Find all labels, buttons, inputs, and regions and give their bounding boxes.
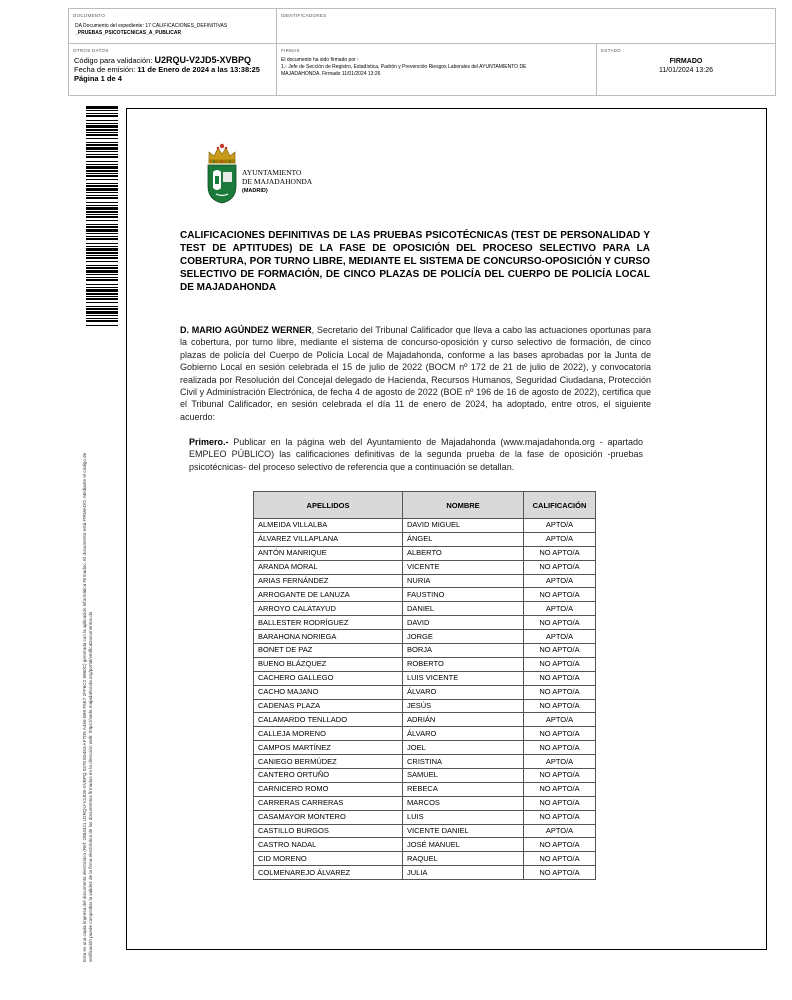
apellidos-cell: CARRERAS CARRERAS bbox=[254, 796, 403, 810]
agreement-label: Primero.- bbox=[189, 437, 229, 447]
barcode-bar bbox=[86, 125, 118, 128]
barcode-bar bbox=[86, 138, 118, 139]
calificacion-cell: APTO/A bbox=[524, 630, 596, 644]
apellidos-cell: BUENO BLÁZQUEZ bbox=[254, 657, 403, 671]
barcode-bar bbox=[86, 298, 118, 300]
apellidos-cell: ARROGANTE DE LANUZA bbox=[254, 588, 403, 602]
table-row bbox=[254, 769, 596, 783]
organization-name bbox=[242, 168, 312, 196]
header-calificacion: CALIFICACIÓN bbox=[524, 492, 596, 519]
barcode-bar bbox=[86, 156, 118, 158]
results-table bbox=[253, 491, 596, 880]
estado-cell bbox=[596, 44, 775, 95]
apellidos-cell: BONET DE PAZ bbox=[254, 644, 403, 658]
barcode-bar bbox=[86, 151, 118, 152]
barcode-bar bbox=[86, 279, 118, 281]
apellidos-cell: CASTRO NADAL bbox=[254, 838, 403, 852]
calificacion-cell: NO APTO/A bbox=[524, 588, 596, 602]
calificacion-cell: APTO/A bbox=[524, 713, 596, 727]
nombre-cell: FAUSTINO bbox=[403, 588, 524, 602]
barcode-bar bbox=[86, 129, 118, 131]
barcode-bar bbox=[86, 229, 118, 232]
barcode-bar bbox=[86, 236, 118, 237]
firmas-value bbox=[281, 57, 591, 78]
barcode-bar bbox=[86, 224, 118, 225]
barcode-bar bbox=[86, 293, 118, 295]
certification-paragraph bbox=[180, 324, 651, 423]
barcode-bar bbox=[86, 205, 118, 206]
barcode-bar bbox=[86, 274, 118, 275]
apellidos-cell: ALMEIDA VILLALBA bbox=[254, 519, 403, 533]
barcode-bar bbox=[86, 170, 118, 172]
document-title: CALIFICACIONES DEFINITIVAS DE LAS PRUEBAS PSICOTÉCNICAS (TEST DE PERSONALIDAD Y TEST DE APTITUDES) DE LA FASE DE OPOSICIÓN DEL PROCESO SELECTIVO PARA LA COBERTURA, POR TURNO LIBRE, MEDIANTE EL SISTEMA DE CONCURSO-OPOSICIÓN Y CURSO SELECTIVO DE FORMACIÓN, DE CINCO PLAZAS DE POLICÍA DEL CUERPO DE POLICÍA LOCAL DE MAJADAHONDA bbox=[180, 230, 650, 293]
barcode-bar bbox=[86, 267, 118, 269]
identificadores-cell bbox=[276, 9, 775, 43]
nombre-cell: LUIS bbox=[403, 810, 524, 824]
barcode-bar bbox=[86, 185, 118, 187]
barcode-bar bbox=[86, 255, 118, 256]
calificacion-cell: NO APTO/A bbox=[524, 560, 596, 574]
barcode-bar bbox=[86, 261, 118, 262]
org-name-line-2: DE MAJADAHONDA bbox=[242, 177, 313, 186]
agreement-text: Publicar en la página web del Ayuntamiento de Majadahonda (www.majadahonda.org - apartado EMPLEO PÚBLICO) las calificaciones definitivas de la segunda prueba de la fase de oposición -pruebas psicotécnicas- del proceso selectivo de referencia que a continuación se detallan. bbox=[189, 437, 643, 472]
apellidos-cell: CANTERO ORTUÑO bbox=[254, 769, 403, 783]
barcode-bar bbox=[86, 202, 118, 203]
apellidos-cell: CID MORENO bbox=[254, 852, 403, 866]
nombre-cell: JOSÉ MANUEL bbox=[403, 838, 524, 852]
status-date: 11/01/2024 13:26 bbox=[659, 67, 713, 74]
certification-text: , Secretario del Tribunal Calificador que lleva a cabo las actuaciones oportunas para la cobertura, por turno libre, mediante el sistema de concurso-oposición y curso selectivo de formación, de cinco plazas de policía del Cuerpo de Policía Local de Majadahonda, conforme a las bases aprobadas por la Junta de Gobierno Local en sesión celebrada el 15 de julio de 2022 (BOCM nº 172 de 21 de julio de 2022), y convocatoria realizada por Resolución del Concejal delegado de Hacienda, Recursos Humanos, Seguridad Ciudadana, Protección Civil y Administración Electrónica, de fecha 4 de agosto de 2022 (BOE nº 196 de 16 de agosto de 2022), certifica que el Tribunal Calificador, en sesión celebrada el día 11 de enero de 2024, ha adoptado, entre otros, el siguiente acuerdo: bbox=[180, 325, 651, 422]
barcode-bar bbox=[86, 207, 118, 210]
nombre-cell: JORGE bbox=[403, 630, 524, 644]
nombre-cell: ÁLVARO bbox=[403, 685, 524, 699]
table-row bbox=[254, 532, 596, 546]
table-row bbox=[254, 574, 596, 588]
fecha-prefix: Fecha de emisión: bbox=[74, 65, 136, 74]
firmas-label: FIRMAS bbox=[281, 48, 300, 53]
barcode-bar bbox=[86, 195, 118, 196]
otros-datos-cell bbox=[69, 44, 276, 95]
firmas-line-2: 1.- Jefe de Sección de Registro, Estadística, Padrón y Prevención Riesgos Laborales del AYUNTAMIENTO DE bbox=[281, 64, 527, 70]
barcode-bar bbox=[86, 164, 118, 165]
estado-value bbox=[597, 57, 775, 75]
barcode-bar bbox=[86, 289, 118, 292]
table-row bbox=[254, 824, 596, 838]
barcode-bar bbox=[86, 132, 118, 133]
calificacion-cell: NO APTO/A bbox=[524, 796, 596, 810]
documento-line-1: DA Documento del expediente: 17 CALIFICACIONES_DEFINITIVAS bbox=[75, 23, 228, 29]
status-badge: FIRMADO bbox=[669, 58, 703, 65]
barcode-bar bbox=[86, 115, 118, 117]
table-row bbox=[254, 602, 596, 616]
author-name: D. MARIO AGÚNDEZ WERNER bbox=[180, 325, 312, 335]
side-text-line-1: Esta es una copia impresa del documento electrónico (Ref: 2884421 U2RQU-V2JD5-XVBPQ 0378 E5453 AF7D5 A459 B99 F5E7 2FF6C2 8980C) generada con la aplicación informática Firmadoc. El documento está FIRMADO. Mediante el código de bbox=[82, 452, 87, 962]
calificacion-cell: NO APTO/A bbox=[524, 810, 596, 824]
nombre-cell: ROBERTO bbox=[403, 657, 524, 671]
table-row bbox=[254, 644, 596, 658]
apellidos-cell: BARAHONA NORIEGA bbox=[254, 630, 403, 644]
barcode-bar bbox=[86, 113, 118, 114]
calificacion-cell: APTO/A bbox=[524, 602, 596, 616]
barcode-bar bbox=[86, 142, 118, 143]
barcode-bar bbox=[86, 197, 118, 199]
nombre-cell: REBECA bbox=[403, 782, 524, 796]
apellidos-cell: CASAMAYOR MONTERO bbox=[254, 810, 403, 824]
emission-date: 11 de Enero de 2024 a las 13:38:25 bbox=[137, 65, 260, 74]
nombre-cell: ÁLVARO bbox=[403, 727, 524, 741]
org-name-line-1: AYUNTAMIENTO bbox=[242, 168, 302, 177]
apellidos-cell: ARANDA MORAL bbox=[254, 560, 403, 574]
apellidos-cell: CALLEJA MORENO bbox=[254, 727, 403, 741]
agreement-paragraph bbox=[189, 436, 643, 473]
barcode-bar bbox=[86, 188, 118, 191]
table-row bbox=[254, 796, 596, 810]
barcode-bar bbox=[86, 106, 118, 109]
barcode-bar bbox=[86, 238, 118, 240]
validation-code: U2RQU-V2JD5-XVBPQ bbox=[154, 55, 252, 65]
barcode-bar bbox=[86, 192, 118, 193]
barcode-bar bbox=[86, 110, 118, 111]
table-row bbox=[254, 588, 596, 602]
nombre-cell: JULIA bbox=[403, 866, 524, 880]
calificacion-cell: APTO/A bbox=[524, 574, 596, 588]
table-row bbox=[254, 671, 596, 685]
barcode-bar bbox=[86, 214, 118, 215]
barcode-bar bbox=[86, 144, 118, 146]
barcode-bar bbox=[86, 284, 118, 285]
otros-datos-value bbox=[74, 56, 274, 83]
barcode-bar bbox=[86, 123, 118, 124]
apellidos-cell: CASTILLO BURGOS bbox=[254, 824, 403, 838]
table-row bbox=[254, 755, 596, 769]
barcode-bar bbox=[86, 216, 118, 218]
page-number: Página 1 de 4 bbox=[74, 74, 122, 83]
calificacion-cell: NO APTO/A bbox=[524, 657, 596, 671]
apellidos-cell: CACHERO GALLEGO bbox=[254, 671, 403, 685]
calificacion-cell: APTO/A bbox=[524, 532, 596, 546]
table-row bbox=[254, 546, 596, 560]
table-header-row bbox=[254, 492, 596, 519]
barcode-image bbox=[86, 106, 118, 328]
barcode-bar bbox=[86, 246, 118, 247]
nombre-cell: RAQUEL bbox=[403, 852, 524, 866]
apellidos-cell: BALLESTER RODRÍGUEZ bbox=[254, 616, 403, 630]
nombre-cell: DAVID bbox=[403, 616, 524, 630]
calificacion-cell: APTO/A bbox=[524, 824, 596, 838]
otros-datos-label: OTROS DATOS bbox=[73, 48, 109, 53]
header-nombre: NOMBRE bbox=[403, 492, 524, 519]
table-row bbox=[254, 810, 596, 824]
calificacion-cell: NO APTO/A bbox=[524, 644, 596, 658]
apellidos-cell: ARROYO CALATAYUD bbox=[254, 602, 403, 616]
apellidos-cell: CARNICERO ROMO bbox=[254, 782, 403, 796]
org-city: (MADRID) bbox=[242, 188, 268, 194]
barcode-bar bbox=[86, 243, 118, 244]
estado-label: ESTADO bbox=[601, 48, 621, 53]
calificacion-cell: NO APTO/A bbox=[524, 769, 596, 783]
barcode-bar bbox=[86, 175, 118, 177]
calificacion-cell: NO APTO/A bbox=[524, 782, 596, 796]
barcode-bar bbox=[86, 166, 118, 169]
documento-line-2: _PRUEBAS_PSICOTECNICAS_A_PUBLICAR bbox=[75, 30, 182, 36]
nombre-cell: LUIS VICENTE bbox=[403, 671, 524, 685]
barcode-bar bbox=[86, 134, 118, 136]
nombre-cell: SAMUEL bbox=[403, 769, 524, 783]
firmas-line-3: MAJADAHONDA. Firmado 11/01/2024 13:26 bbox=[281, 71, 381, 77]
nombre-cell: DAVID MIGUEL bbox=[403, 519, 524, 533]
apellidos-cell: CACHO MAJANO bbox=[254, 685, 403, 699]
identificadores-label: IDENTIFICADORES bbox=[281, 13, 327, 18]
table-row bbox=[254, 741, 596, 755]
documento-value bbox=[75, 23, 271, 37]
results-table-body bbox=[254, 519, 596, 880]
verification-side-text bbox=[82, 302, 94, 962]
table-row bbox=[254, 727, 596, 741]
nombre-cell: CRISTINA bbox=[403, 755, 524, 769]
nombre-cell: ALBERTO bbox=[403, 546, 524, 560]
barcode-bar bbox=[86, 211, 118, 213]
apellidos-cell: CANIEGO BERMÚDEZ bbox=[254, 755, 403, 769]
table-row bbox=[254, 866, 596, 880]
barcode-bar bbox=[86, 270, 118, 273]
barcode-bar bbox=[86, 147, 118, 150]
apellidos-cell: ARIAS FERNÁNDEZ bbox=[254, 574, 403, 588]
apellidos-cell: CALAMARDO TENLLADO bbox=[254, 713, 403, 727]
calificacion-cell: APTO/A bbox=[524, 519, 596, 533]
nombre-cell: NURIA bbox=[403, 574, 524, 588]
table-row bbox=[254, 852, 596, 866]
nombre-cell: JESÚS bbox=[403, 699, 524, 713]
apellidos-cell: ANTÓN MANRIQUE bbox=[254, 546, 403, 560]
calificacion-cell: NO APTO/A bbox=[524, 685, 596, 699]
barcode-bar bbox=[86, 154, 118, 155]
table-row bbox=[254, 519, 596, 533]
table-row bbox=[254, 699, 596, 713]
table-row bbox=[254, 685, 596, 699]
calificacion-cell: NO APTO/A bbox=[524, 699, 596, 713]
apellidos-cell: CAMPOS MARTÍNEZ bbox=[254, 741, 403, 755]
calificacion-cell: NO APTO/A bbox=[524, 727, 596, 741]
apellidos-cell: CADENAS PLAZA bbox=[254, 699, 403, 713]
nombre-cell: MARCOS bbox=[403, 796, 524, 810]
calificacion-cell: NO APTO/A bbox=[524, 838, 596, 852]
barcode-bar bbox=[86, 252, 118, 254]
barcode-bar bbox=[86, 277, 118, 278]
header-row-bottom bbox=[68, 44, 776, 96]
nombre-cell: JOEL bbox=[403, 741, 524, 755]
nombre-cell: DANIEL bbox=[403, 602, 524, 616]
apellidos-cell: ÁLVAREZ VILLAPLANA bbox=[254, 532, 403, 546]
calificacion-cell: NO APTO/A bbox=[524, 852, 596, 866]
barcode-bar bbox=[86, 173, 118, 174]
nombre-cell: BORJA bbox=[403, 644, 524, 658]
barcode-bar bbox=[86, 287, 118, 288]
barcode-bar bbox=[86, 183, 118, 184]
apellidos-cell: COLMENAREJO ÁLVAREZ bbox=[254, 866, 403, 880]
table-row bbox=[254, 657, 596, 671]
barcode-bar bbox=[86, 220, 118, 221]
barcode-bar bbox=[86, 120, 118, 121]
barcode-bar bbox=[86, 179, 118, 180]
side-text-line-2: verificación puede comprobar la validez de la firma electrónica de los documentos firmados en la dirección web: https://sede.majadahonda.org/portal/verificaDocumentos.do bbox=[88, 611, 93, 962]
barcode-bar bbox=[86, 161, 118, 162]
barcode-bar bbox=[86, 233, 118, 234]
table-row bbox=[254, 616, 596, 630]
calificacion-cell: NO APTO/A bbox=[524, 546, 596, 560]
nombre-cell: ADRIÁN bbox=[403, 713, 524, 727]
header-apellidos: APELLIDOS bbox=[254, 492, 403, 519]
barcode-bar bbox=[86, 296, 118, 297]
coat-of-arms-logo bbox=[205, 142, 239, 204]
nombre-cell: VICENTE bbox=[403, 560, 524, 574]
barcode-bar bbox=[86, 257, 118, 259]
calificacion-cell: APTO/A bbox=[524, 755, 596, 769]
calificacion-cell: NO APTO/A bbox=[524, 741, 596, 755]
table-row bbox=[254, 560, 596, 574]
header-row-top bbox=[68, 8, 776, 44]
codigo-prefix: Código para validación: bbox=[74, 56, 153, 65]
documento-label: DOCUMENTO bbox=[73, 13, 106, 18]
calificacion-cell: NO APTO/A bbox=[524, 866, 596, 880]
barcode-bar bbox=[86, 265, 118, 266]
nombre-cell: ÁNGEL bbox=[403, 532, 524, 546]
table-row bbox=[254, 713, 596, 727]
documento-cell bbox=[69, 9, 276, 43]
table-row bbox=[254, 630, 596, 644]
nombre-cell: VICENTE DANIEL bbox=[403, 824, 524, 838]
firmas-line-1: El documento ha sido firmado por : bbox=[281, 57, 359, 63]
barcode-bar bbox=[86, 226, 118, 228]
table-row bbox=[254, 782, 596, 796]
calificacion-cell: NO APTO/A bbox=[524, 616, 596, 630]
barcode-bar bbox=[86, 248, 118, 251]
table-row bbox=[254, 838, 596, 852]
calificacion-cell: NO APTO/A bbox=[524, 671, 596, 685]
firmas-cell bbox=[276, 44, 596, 95]
